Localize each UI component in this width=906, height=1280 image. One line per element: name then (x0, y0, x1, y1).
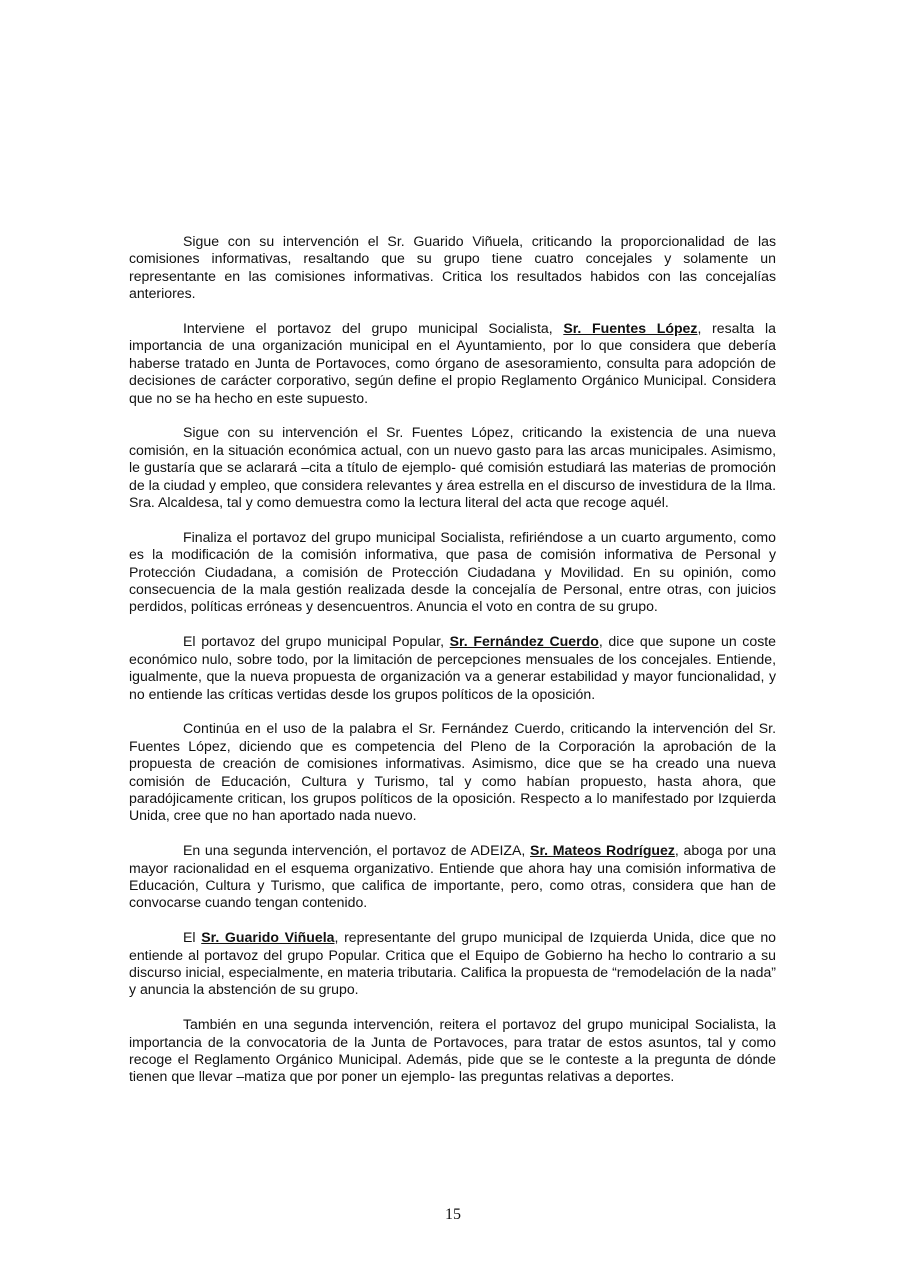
paragraph-3 (129, 424, 776, 511)
speaker-name: Sr. Guarido Viñuela (201, 929, 335, 946)
paragraph-8 (129, 929, 776, 999)
paragraph-1 (129, 233, 776, 303)
paragraph-text: El portavoz del grupo municipal Popular, (183, 633, 450, 650)
speaker-name: Sr. Fuentes López (563, 320, 698, 337)
paragraph-text: Sigue con su intervención el Sr. Fuentes López, criticando la existencia de una nueva comisión, en la situación económica actual, con un nuevo gasto para las arcas municipales. Asimismo, le gustaría que se aclarará –cita a título de ejemplo- qué comisión estudiará las materias de promoción de la ciudad y empleo, que considera relevantes y área estrella en el discurso de investidura de la Ilma. Sra. Alcaldesa, tal y como demuestra como la lectura literal del acta que recoge aquél. (129, 424, 776, 511)
page-number: 15 (445, 1206, 461, 1223)
paragraph-5 (129, 633, 776, 703)
paragraph-4 (129, 529, 776, 616)
document-body (129, 233, 776, 1103)
paragraph-text: , representante del grupo municipal de Izquierda Unida, dice que no entiende al portavoz del grupo Popular. Critica que el Equipo de Gobierno ha hecho lo contrario a su discurso inicial, especialmente, en materia tributaria. Califica la propuesta de “remodelación de la nada” y anuncia la abstención de su grupo. (129, 929, 776, 998)
paragraph-text: , dice que supone un coste económico nulo, sobre todo, por la limitación de percepciones mensuales de los concejales. Entiende, igualmente, que la nueva propuesta de organización va a generar estabilidad y mayor funcionalidad, y no entiende las críticas vertidas desde los grupos políticos de la oposición. (129, 633, 776, 702)
paragraph-text: También en una segunda intervención, reitera el portavoz del grupo municipal Socialista, la importancia de la convocatoria de la Junta de Portavoces, para tratar de estos asuntos, tal y como recoge el Reglamento Orgánico Municipal. Además, pide que se le conteste a la pregunta de dónde tienen que llevar –matiza que por poner un ejemplo- las preguntas relativas a deportes. (129, 1016, 776, 1085)
speaker-name: Sr. Fernández Cuerdo (449, 633, 599, 650)
paragraph-text: En una segunda intervención, el portavoz de ADEIZA, (183, 842, 531, 859)
paragraph-text: Continúa en el uso de la palabra el Sr. Fernández Cuerdo, criticando la intervención del Sr. Fuentes López, diciendo que es competencia del Pleno de la Corporación la aprobación de la propuesta de creación de comisiones informativas. Asimismo, dice que se ha creado una nueva comisión de Educación, Cultura y Turismo, tal y como habían propuesto, hasta ahora, que paradójicamente critican, los grupos políticos de la oposición. Respecto a lo manifestado por Izquierda Unida, cree que no han aportado nada nuevo. (129, 720, 776, 824)
paragraph-6 (129, 720, 776, 824)
paragraph-9 (129, 1016, 776, 1086)
paragraph-text: , aboga por una mayor racionalidad en el esquema organizativo. Entiende que ahora hay una comisión informativa de Educación, Cultura y Turismo, que califica de importante, pero, como otras, considera que han de convocarse cuando tengan contenido. (129, 842, 776, 911)
paragraph-text: Sigue con su intervención el Sr. Guarido Viñuela, criticando la proporcionalidad de las comisiones informativas, resaltando que su grupo tiene cuatro concejales y solamente un representante en las comisiones informativas. Critica los resultados habidos con las concejalías anteriores. (129, 233, 776, 302)
paragraph-2 (129, 320, 776, 407)
paragraph-text: Finaliza el portavoz del grupo municipal Socialista, refiriéndose a un cuarto argumento, como es la modificación de la comisión informativa, que pasa de comisión informativa de Personal y Protección Ciudadana, a comisión de Protección Ciudadana y Movilidad. En su opinión, como consecuencia de la mala gestión realizada desde la concejalía de Personal, entre otras, con juicios perdidos, políticas erróneas y desencuentros. Anuncia el voto en contra de su grupo. (129, 528, 776, 615)
paragraph-text: Interviene el portavoz del grupo municipal Socialista, (183, 320, 564, 337)
paragraph-7 (129, 842, 776, 912)
paragraph-text: El (183, 929, 202, 946)
paragraph-text: , resalta la importancia de una organización municipal en el Ayuntamiento, por lo que considera que debería haberse tratado en Junta de Portavoces, como órgano de asesoramiento, consulta para adopción de decisiones de carácter corporativo, según define el propio Reglamento Orgánico Municipal. Considera que no se ha hecho en este supuesto. (129, 320, 777, 406)
speaker-name: Sr. Mateos Rodríguez (530, 842, 675, 859)
